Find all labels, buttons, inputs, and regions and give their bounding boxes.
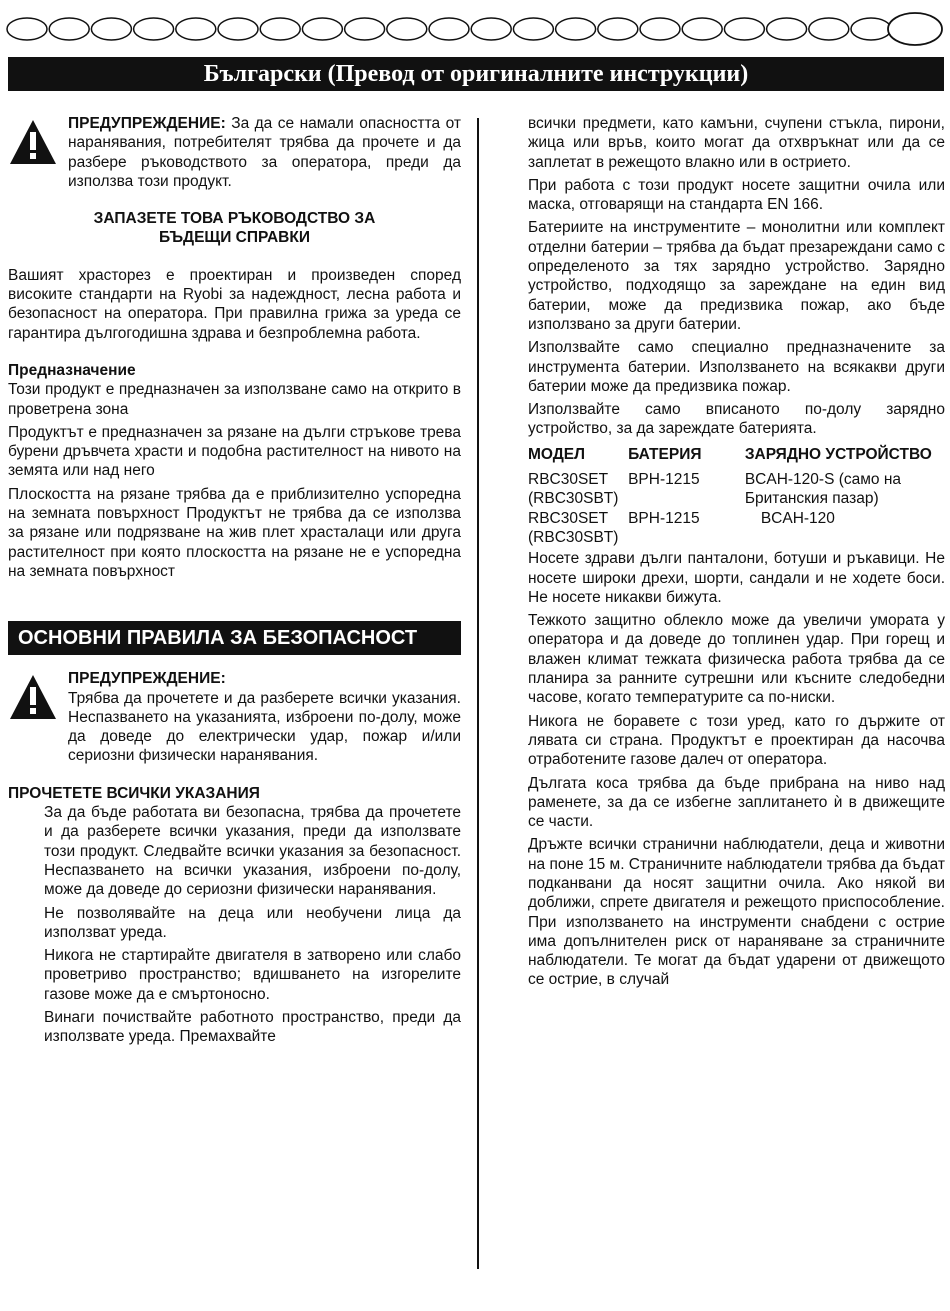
right-column <box>528 114 945 994</box>
language-tab-oval <box>851 18 891 40</box>
column-divider <box>477 118 479 1269</box>
safety-section-title: ОСНОВНИ ПРАВИЛА ЗА БЕЗОПАСНОСТ <box>8 621 461 655</box>
language-tab-oval <box>176 18 216 40</box>
table-header-model: МОДЕЛ <box>528 445 586 463</box>
instruction-paragraph: Батериите на инструментите – монолитни или комплект отделни батерии – трябва да бъдат презареждани само с определеното за тях зарядно устройство. Зарядно устройство, подходящо за зареждане на един вид батерии, може да предизвика пожар, ако бъде използвано за други батерии. <box>528 219 945 333</box>
intro-paragraph: Вашият храсторез е проектиран и произведен според високите стандарти на Ryobi за надеждност, лесна работа и безопасност на оператора. При правилна грижа за уреда се гарантира дългогодишна здрава и безпроблемна работа. <box>8 266 461 342</box>
purpose-paragraph: Продуктът е предназначен за рязане на дълги стръкове трева бурени дръвчета храсти и подобна растителност на нивото на земята или над него <box>8 423 461 480</box>
table-cell-battery: BPH-1215 <box>628 471 700 489</box>
table-cell-battery: BPH-1215 <box>628 509 700 527</box>
instruction-paragraph: Дългата коса трябва да бъде прибрана на ниво над раменете, за да се избегне заплитането ѝ в движещите се части. <box>528 774 945 831</box>
instruction-paragraph: Тежкото защитно облекло може да увеличи умората у оператора и да доведе до топлинен удар. При горещ и влажен климат тежката физическа работа трябва да се планира за ранните сутрешни или късните следобедни часове, когато температурите са по-ниски. <box>528 612 945 707</box>
warning-triangle-icon <box>8 114 58 191</box>
save-manual-line-1: ЗАПАЗЕТЕ ТОВА РЪКОВОДСТВО ЗА <box>93 210 376 228</box>
language-tab-oval <box>260 18 300 40</box>
table-cell-charger: BCAH-120 <box>760 509 835 527</box>
table-row <box>528 464 945 509</box>
language-tab-oval <box>345 18 385 40</box>
warning-triangle-icon <box>8 669 58 765</box>
warning-label-1: ПРЕДУПРЕЖДЕНИЕ: <box>68 115 226 132</box>
table-cell-charger: BCAH-120-S (само на Британския пазар) <box>744 471 902 508</box>
language-tab-oval <box>302 18 342 40</box>
language-tab-ovals <box>6 12 944 46</box>
language-tab-oval <box>471 18 511 40</box>
warning-block-2 <box>8 669 461 765</box>
language-tab-oval <box>809 18 849 40</box>
purpose-heading: Предназначение <box>8 361 136 379</box>
instruction-paragraph: За да бъде работата ви безопасна, трябва да прочетете и да разберете всички указания, преди да използвате този продукт. Следвайте всички указания за безопасност. Неспазването на всички указания, изброени по-долу, може да доведе до сериозни физически наранявания. <box>44 804 461 899</box>
purpose-list <box>8 380 461 581</box>
instruction-paragraph: Използвайте само специално предназначените за инструмента батерии. Използването на всякакви други батерии може да предизвика пожар. <box>528 339 945 395</box>
warning-body-1: За да се намали опасността от наранявания, потребителят трябва да прочете и да разбере ръководството за оператора, преди да използва този продукт. <box>68 115 462 190</box>
instruction-paragraph: Никога не боравете с този уред, като го държите от лявата си страна. Продуктът е проектиран да насочва отработените газове далеч от оператора. <box>528 712 945 769</box>
instruction-paragraph: Не позволявайте на деца или необучени лица да използват уреда. <box>44 904 461 941</box>
warning-label-2: ПРЕДУПРЕЖДЕНИЕ: <box>68 670 226 688</box>
language-tab-oval <box>556 18 596 40</box>
language-tab-oval <box>767 18 807 40</box>
language-tab-oval <box>682 18 722 40</box>
language-tab-oval <box>49 18 89 40</box>
purpose-paragraph: Този продукт е предназначен за използване само на открито в проветрена зона <box>8 381 461 418</box>
language-tab-oval <box>387 18 427 40</box>
table-header-charger: ЗАРЯДНО УСТРОЙСТВО <box>744 445 932 463</box>
language-tab-oval <box>91 18 131 40</box>
purpose-paragraph: Плоскостта на рязане трябва да е приблизително успоредна на земната повърхност Продуктът не трябва да се използва за рязане или подрязване на жив плет храсталаци или друга растителност при която плоскостта на рязане не е успоредна на земната повърхност <box>8 485 461 580</box>
table-cell-model: RBC30SET (RBC30SBT) <box>528 509 619 546</box>
table-cell-model: RBC30SET (RBC30SBT) <box>528 471 619 508</box>
table-header-row <box>528 445 945 464</box>
language-tab-oval <box>598 18 638 40</box>
instruction-paragraph: Носете здрави дълги панталони, ботуши и ръкавици. Не носете широки дрехи, шорти, сандали и не ходете боси. Не носете никакви бижута. <box>528 550 945 606</box>
table-header-battery: БАТЕРИЯ <box>628 445 702 463</box>
language-tab-oval <box>7 18 47 40</box>
save-manual-heading <box>8 209 461 248</box>
read-all-heading: ПРОЧЕТЕТЕ ВСИЧКИ УКАЗАНИЯ <box>8 784 260 802</box>
instruction-paragraph: Дръжте всички странични наблюдатели, деца и животни на поне 15 м. Страничните наблюдатели трябва да бъдат подканвани да носят защитни очила. Ако някой ви доближи, спрете двигателя и режещото приспособление. При използването на инструменти снабдени с острие има допълнителен риск от нараняване за страничните наблюдатели. Те могат да бъдат ударени от движещото се острие, в случай <box>528 836 946 989</box>
instruction-paragraph: всички предмети, като камъни, счупени стъкла, пирони, жица или връв, които могат да отхвръкнат или да се заплетат в режещото влакно или в острието. <box>528 115 945 171</box>
instruction-paragraph: Винаги почиствайте работното пространство, преди да използвате уреда. Премахвайте <box>44 1008 461 1046</box>
language-tab-oval <box>429 18 469 40</box>
table-row <box>528 509 945 548</box>
charger-table <box>528 445 945 547</box>
save-manual-line-2: БЪДЕЩИ СПРАВКИ <box>159 229 310 247</box>
warning-text-1 <box>68 114 461 191</box>
page-title: Български (Превод от оригиналните инструкции) <box>8 57 944 91</box>
left-column <box>8 114 461 1051</box>
read-all-list <box>8 803 461 1047</box>
language-tab-oval <box>513 18 553 40</box>
language-tab-oval <box>218 18 258 40</box>
language-tab-oval <box>134 18 174 40</box>
language-tab-oval <box>724 18 764 40</box>
instruction-paragraph: Използвайте само вписаното по-долу зарядно устройство, за да зареждате батерията. <box>528 401 945 438</box>
language-tab-oval-active <box>888 13 942 45</box>
language-tab-oval <box>640 18 680 40</box>
warning-text-2 <box>68 669 461 765</box>
warning-block-1 <box>8 114 461 191</box>
warning-body-2: Трябва да прочетете и да разберете всички указания. Неспазването на указанията, изброени по-долу, може да доведе до електрически удар, пожар и/или сериозни физически наранявания. <box>68 689 461 765</box>
instruction-paragraph: Никога не стартирайте двигателя в затворено или слабо проветриво пространство; вдишването на изгорелите газове може да е смъртоносно. <box>44 947 461 1003</box>
instruction-paragraph: При работа с този продукт носете защитни очила или маска, отговарящи на стандарта EN 166. <box>528 176 945 214</box>
